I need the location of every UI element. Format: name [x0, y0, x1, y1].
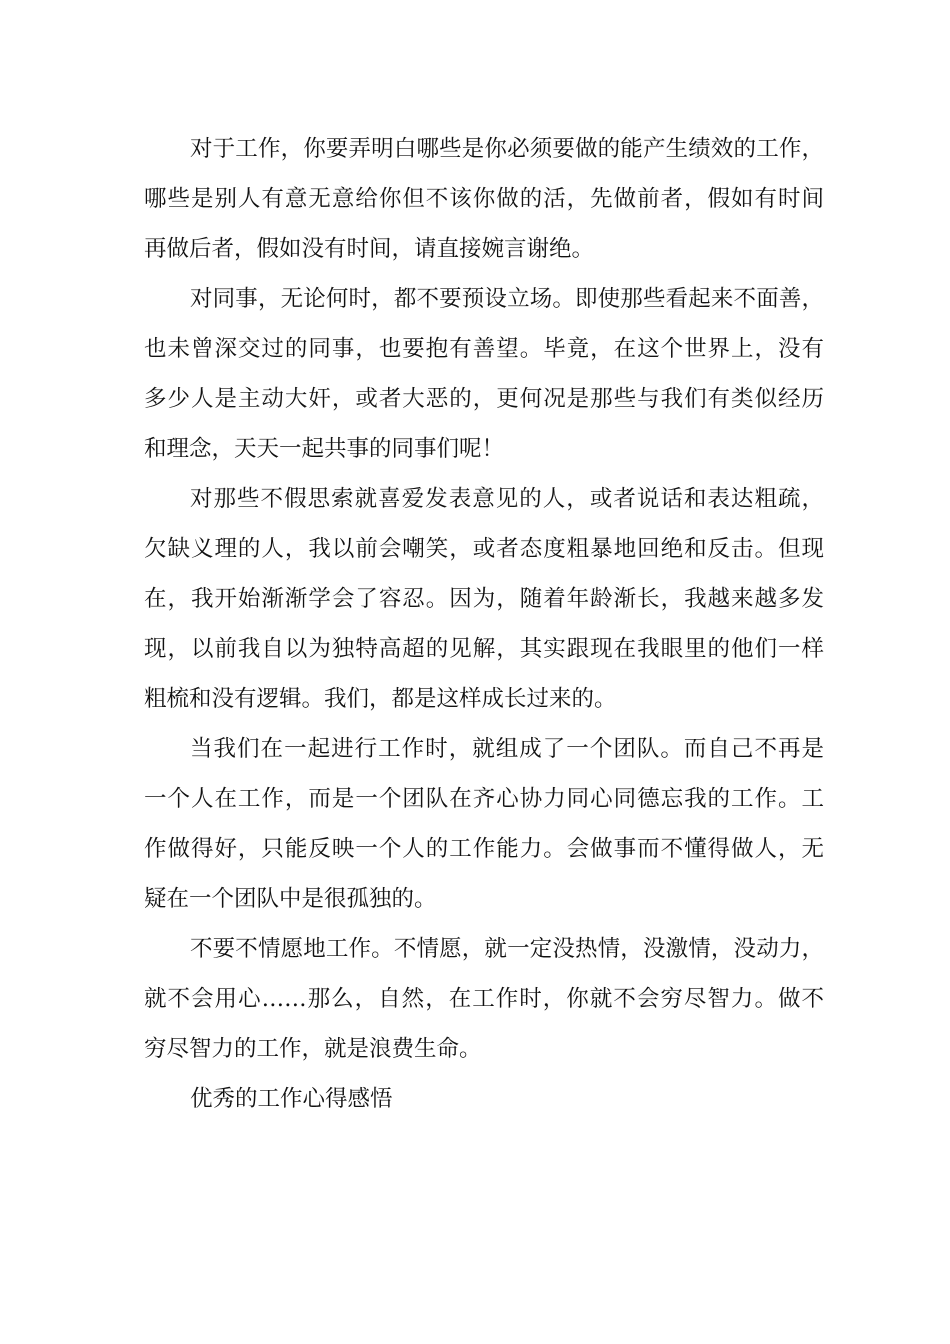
paragraph-line: 粗梳和没有逻辑。我们，都是这样成长过来的。	[144, 686, 617, 712]
paragraph-line: 欠缺义理的人，我以前会嘲笑，或者态度粗暴地回绝和反击。但现	[144, 536, 824, 562]
paragraph-line: 就不会用心……那么，自然，在工作时，你就不会穷尽智力。做不	[144, 986, 824, 1012]
paragraph	[144, 724, 824, 924]
section-heading: 优秀的工作心得感悟	[190, 1086, 393, 1112]
paragraph-line: 当我们在一起进行工作时，就组成了一个团队。而自己不再是	[190, 736, 824, 762]
paragraph-line: 对同事，无论何时，都不要预设立场。即使那些看起来不面善，	[190, 286, 824, 312]
paragraph	[144, 474, 824, 724]
paragraph-line: 现，以前我自以为独特高超的见解，其实跟现在我眼里的他们一样	[144, 636, 824, 662]
paragraph-line: 哪些是别人有意无意给你但不该你做的活，先做前者，假如有时间	[144, 186, 824, 212]
paragraph-line: 穷尽智力的工作，就是浪费生命。	[144, 1036, 482, 1062]
paragraph-line: 也未曾深交过的同事，也要抱有善望。毕竟，在这个世界上，没有	[144, 336, 824, 362]
paragraph-line: 多少人是主动大奸，或者大恶的，更何况是那些与我们有类似经历	[144, 386, 824, 412]
paragraph-line: 作做得好，只能反映一个人的工作能力。会做事而不懂得做人，无	[144, 836, 824, 862]
document-body	[144, 124, 824, 1124]
paragraph-line: 疑在一个团队中是很孤独的。	[144, 886, 437, 912]
paragraph	[144, 124, 824, 274]
paragraph-line: 再做后者，假如没有时间，请直接婉言谢绝。	[144, 236, 595, 262]
paragraph	[144, 1074, 824, 1124]
paragraph-line: 一个人在工作，而是一个团队在齐心协力同心同德忘我的工作。工	[144, 786, 824, 812]
paragraph	[144, 924, 824, 1074]
paragraph	[144, 274, 824, 474]
paragraph-line: 不要不情愿地工作。不情愿，就一定没热情，没激情，没动力，	[190, 936, 824, 962]
paragraph-line: 和理念，天天一起共事的同事们呢！	[144, 436, 505, 462]
paragraph-line: 对于工作，你要弄明白哪些是你必须要做的能产生绩效的工作，	[190, 136, 824, 162]
paragraph-line: 在，我开始渐渐学会了容忍。因为，随着年龄渐长，我越来越多发	[144, 586, 824, 612]
paragraph-line: 对那些不假思索就喜爱发表意见的人，或者说话和表达粗疏，	[190, 486, 824, 512]
